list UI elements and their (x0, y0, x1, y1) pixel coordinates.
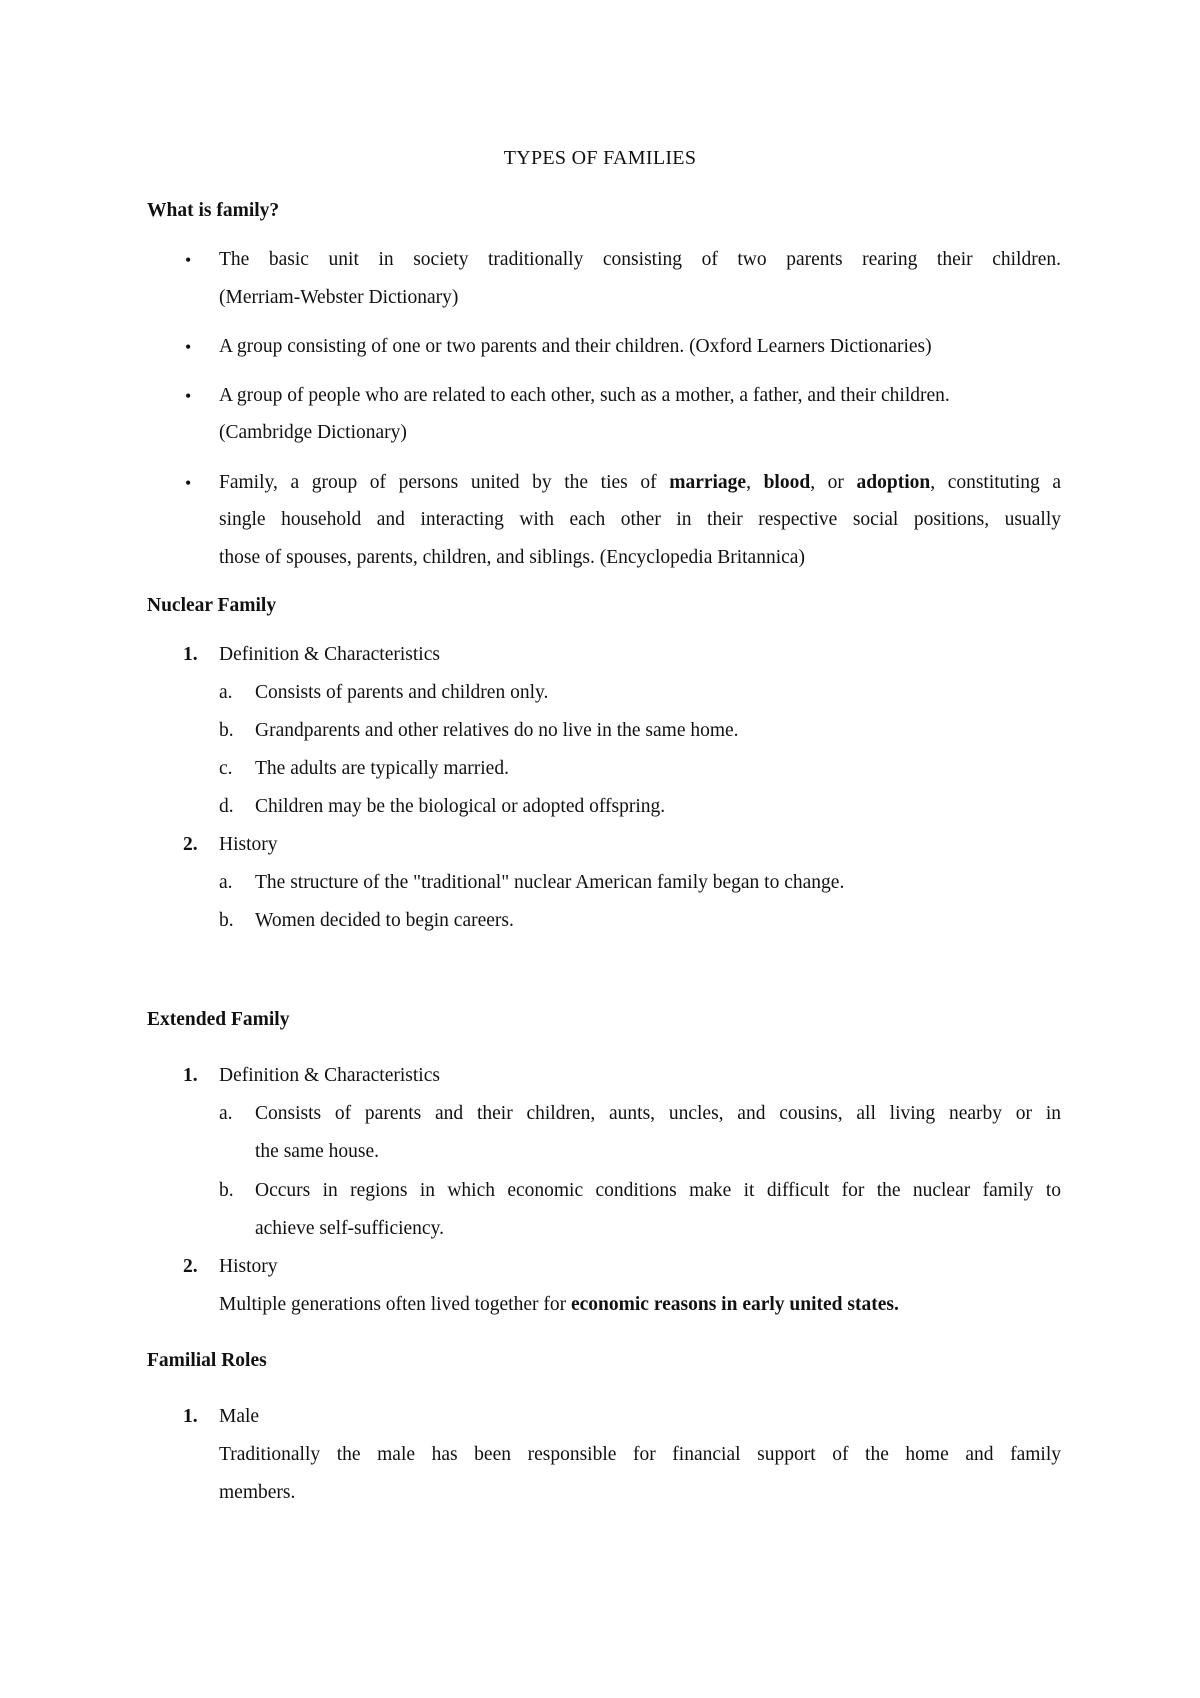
list-item: The structure of the "traditional" nuclear American family began to change. (255, 872, 845, 893)
list-number: 1. (183, 644, 198, 665)
text-span: , or (810, 472, 844, 493)
list-item: Consists of parents and children only. (255, 682, 549, 703)
definition-source: (Merriam-Webster Dictionary) (219, 287, 459, 308)
list-number: 1. (183, 1406, 198, 1427)
list-item: Occurs in regions in which economic conditions make it difficult for the nuclear family to (255, 1180, 1061, 1201)
heading-nuclear-family: Nuclear Family (147, 595, 277, 616)
bold-term-adoption: adoption (856, 472, 931, 493)
section-label: Definition & Characteristics (219, 1065, 440, 1086)
bullet-icon: • (185, 250, 192, 270)
list-number: 2. (183, 1256, 198, 1277)
page-title: TYPES OF FAMILIES (503, 147, 697, 169)
text-span: Family, a group of persons united by the ties of (219, 472, 657, 493)
definition-source: (Cambridge Dictionary) (219, 422, 407, 443)
section-label: Definition & Characteristics (219, 644, 440, 665)
heading-extended-family: Extended Family (147, 1009, 290, 1030)
list-letter: c. (219, 758, 233, 779)
text-span: , constituting a (930, 472, 1062, 493)
list-letter: a. (219, 1103, 233, 1124)
section-label: History (219, 834, 278, 855)
list-number: 1. (183, 1065, 198, 1086)
text-span: , (746, 472, 751, 493)
bullet-icon: • (185, 473, 192, 493)
section-label: History (219, 1256, 278, 1277)
text-span: Multiple generations often lived together for (219, 1294, 567, 1315)
definition-line: single household and interacting with each other in their respective social positions, usually (219, 509, 1061, 530)
section-label: Male (219, 1406, 260, 1427)
list-item-continuation: the same house. (255, 1141, 380, 1162)
list-letter: b. (219, 720, 234, 741)
bold-term-marriage: marriage (669, 472, 747, 493)
list-item: Women decided to begin careers. (255, 910, 514, 931)
heading-what-is-family: What is family? (147, 200, 280, 221)
list-letter: a. (219, 872, 233, 893)
list-item: Grandparents and other relatives do no live in the same home. (255, 720, 739, 741)
role-description-continuation: members. (219, 1482, 296, 1503)
history-text (219, 1293, 899, 1317)
bullet-icon: • (185, 337, 192, 357)
list-item: Consists of parents and their children, aunts, uncles, and cousins, all living nearby or in (255, 1103, 1061, 1124)
definition-line: A group consisting of one or two parents and their children. (Oxford Learners Dictionaries) (219, 336, 932, 357)
list-item-continuation: achieve self-sufficiency. (255, 1218, 444, 1239)
bullet-icon: • (185, 386, 192, 406)
list-number: 2. (183, 834, 198, 855)
definition-line: The basic unit in society traditionally consisting of two parents rearing their children. (219, 249, 1061, 270)
list-letter: b. (219, 910, 234, 931)
bold-phrase: economic reasons in early united states. (570, 1294, 899, 1315)
list-letter: d. (219, 796, 234, 817)
list-item: Children may be the biological or adopted offspring. (255, 796, 666, 817)
role-description: Traditionally the male has been responsible for financial support of the home and family (219, 1444, 1061, 1465)
list-item: The adults are typically married. (255, 758, 509, 779)
bold-term-blood: blood (763, 472, 811, 493)
definition-line-britannica (219, 471, 1061, 495)
definition-line: A group of people who are related to each other, such as a mother, a father, and their children. (219, 385, 950, 406)
definition-line: those of spouses, parents, children, and siblings. (Encyclopedia Britannica) (219, 547, 805, 568)
heading-familial-roles: Familial Roles (147, 1350, 267, 1371)
list-letter: b. (219, 1180, 234, 1201)
list-letter: a. (219, 682, 233, 703)
